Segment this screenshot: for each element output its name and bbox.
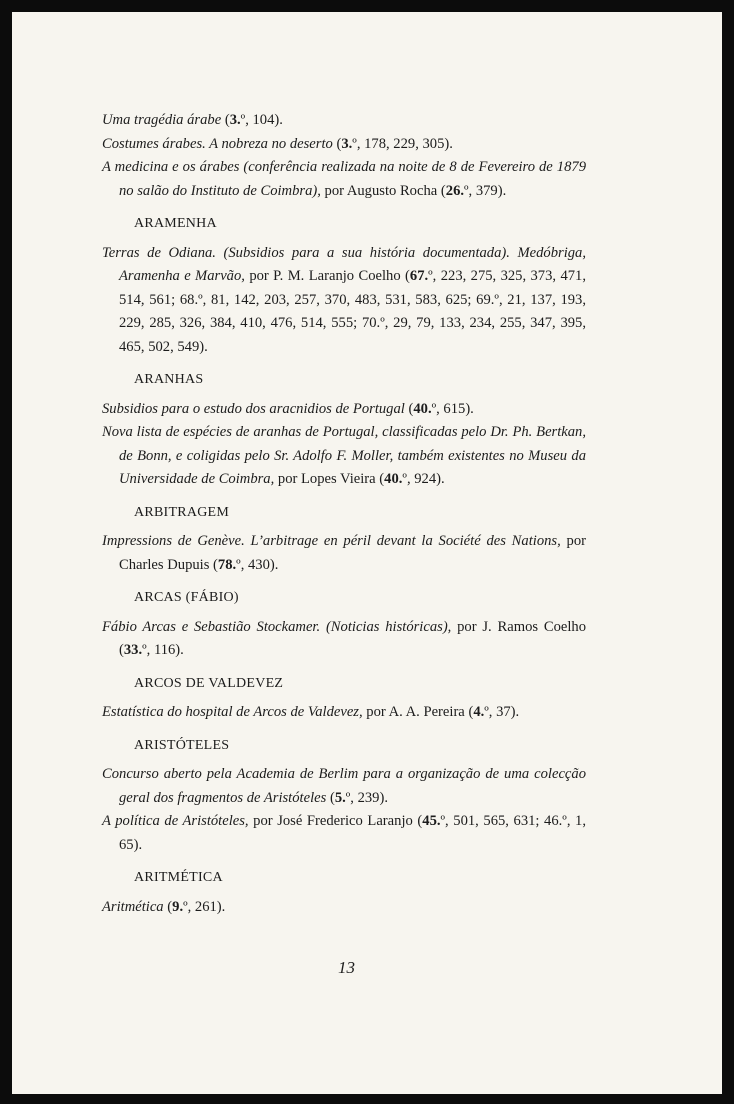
entry-title: Terras de Odiana. (Subsidios para a sua história documentada). Medóbriga, Aramenha e Marvão, [102, 244, 586, 284]
index-entry: Aritmética (9.º, 261). [102, 898, 226, 915]
volume-number: 33. [123, 642, 143, 658]
entry-title: Uma tragédia árabe [102, 112, 222, 128]
index-entry: Costumes árabes. A nobreza no deserto (3.º, 178, 229, 305). [102, 135, 453, 152]
entry-title: Concurso aberto pela Academia de Berlim para a organização de uma colecção geral dos fragmentos de Aristóteles [102, 766, 586, 806]
section-heading: ARBITRAGEM [134, 504, 230, 520]
section-heading: ARANHAS [134, 372, 204, 387]
section-heading: ARAMENHA [134, 216, 217, 231]
page-references: º, 104). [240, 112, 283, 128]
section-heading: ARISTÓTELES [134, 737, 230, 753]
entry-title: Impressions de Genève. L’arbitrage en péril devant la Société des Nations, [102, 533, 561, 549]
index-entry: Impressions de Genève. L’arbitrage en péril devant la Société des Nations, por Charles Dupuis (78.º, 430). [102, 533, 586, 573]
index-entry: Terras de Odiana. (Subsidios para a sua história documentada). Medóbriga, Aramenha e Marvão, por P. M. Laranjo Coelho (67.º, 223, 275, 325, 373, 471, 514, 561; 68.º, 81, 142, 203, 257, 370, 483, 531, 583, 625; 69.º, 21, 137, 193, 229, 285, 326, 384, 410, 476, 514, 555; 70.º, 29, 79, 133, 234, 255, 347, 395, 465, 502, 549). [102, 244, 586, 355]
entry-title: Nova lista de espécies de aranhas de Portugal, classificadas pelo Dr. Ph. Bertkan, de Bonn, e coligidas pelo Sr. Adolfo F. Moller, também existentes no Museu da Universidade de Coimbra, [102, 424, 586, 487]
index-entry-list [102, 109, 586, 919]
page-number: 13 [338, 958, 355, 977]
book-page [12, 12, 722, 1094]
entry-author: por P. M. Laranjo Coelho [244, 268, 406, 284]
page-references: º, 615). [431, 400, 474, 417]
entry-author: por Augusto Rocha [320, 182, 441, 199]
entry-title: Estatística do hospital de Arcos de Valdevez, [102, 704, 363, 720]
entry-title: Subsidios para o estudo dos aracnidios de Portugal [102, 400, 405, 417]
entry-title: A política de Aristóteles, [102, 813, 249, 829]
entry-author: por A. A. Pereira [362, 704, 469, 720]
volume-number: 40. [413, 400, 432, 417]
index-entry: A medicina e os árabes (conferência realizada na noite de 8 de Fevereiro de 1879 no salão do Instituto de Coimbra), por Augusto Rocha (26.º, 379). [102, 159, 586, 199]
entry-author: por Lopes Vieira [274, 471, 380, 487]
entry-author [405, 401, 409, 417]
entry-title: A medicina e os árabes (conferência realizada na noite de 8 de Fevereiro de 1879 no salão do Instituto de Coimbra), [102, 159, 586, 199]
entry-author [164, 899, 168, 915]
page-references: º, 379). [464, 182, 507, 199]
volume-number: 78. [217, 556, 237, 573]
entry-title: Costumes árabes. A nobreza no deserto [102, 135, 333, 152]
index-entry: Nova lista de espécies de aranhas de Portugal, classificadas pelo Dr. Ph. Bertkan, de Bonn, e coligidas pelo Sr. Adolfo F. Moller, também existentes no Museu da Universidade de Coimbra, por Lopes Vieira (40.º, 924). [102, 424, 586, 487]
entry-author [333, 136, 337, 152]
entry-author: por José Frederico Laranjo [248, 813, 418, 829]
index-entry: Subsidios para o estudo dos aracnidios de Portugal (40.º, 615). [102, 400, 474, 417]
entry-author [221, 112, 225, 128]
page-references: º, 924). [402, 471, 445, 487]
entry-author: por J. Ramos Coelho [451, 618, 586, 635]
page-references: º, 501, 565, 631; 46.º, 1, 65). [119, 813, 586, 853]
volume-number: 9. [172, 898, 184, 915]
page-references: º, 178, 229, 305). [352, 135, 453, 152]
index-entry: Uma tragédia árabe (3.º, 104). [102, 112, 283, 128]
page-references: º, 223, 275, 325, 373, 471, 514, 561; 68.º, 81, 142, 203, 257, 370, 483, 531, 583, 625; 69.º, 21, 137, 193, 229, 285, 326, 384, 410, 476, 514, 555; 70.º, 29, 79, 133, 234, 255, 347, 395, 465, 502, 549). [119, 268, 586, 355]
page-references: º, 37). [484, 704, 520, 720]
volume-number: 45. [422, 813, 441, 829]
section-heading: ARITMÉTICA [134, 870, 223, 885]
section-heading: ARCOS DE VALDEVEZ [134, 675, 284, 691]
page-references: º, 116). [142, 642, 184, 658]
page-references: º, 239). [345, 789, 388, 806]
volume-number: 67. [409, 268, 429, 284]
entry-title: Aritmética [102, 898, 164, 915]
entry-title: Fábio Arcas e Sebastião Stockamer. (Noticias históricas), [102, 618, 452, 635]
section-heading: ARCAS (FÁBIO) [134, 590, 239, 605]
volume-number: 3. [341, 135, 353, 152]
volume-number: 40. [384, 471, 403, 487]
volume-number: 3. [229, 112, 241, 128]
volume-number: 5. [334, 789, 346, 806]
entry-author: por Charles Dupuis [119, 533, 586, 573]
index-entry: Fábio Arcas e Sebastião Stockamer. (Noticias históricas), por J. Ramos Coelho (33.º, 116). [102, 618, 586, 658]
volume-number: 4. [473, 704, 485, 720]
page-references: º, 430). [236, 556, 279, 573]
page-references: º, 261). [183, 898, 226, 915]
entry-author [326, 790, 330, 806]
volume-number: 26. [445, 182, 465, 199]
index-entry: Estatística do hospital de Arcos de Valdevez, por A. A. Pereira (4.º, 37). [102, 704, 520, 720]
index-entry: A política de Aristóteles, por José Frederico Laranjo (45.º, 501, 565, 631; 46.º, 1, 65). [102, 813, 586, 853]
index-entry: Concurso aberto pela Academia de Berlim para a organização de uma colecção geral dos fragmentos de Aristóteles (5.º, 239). [102, 766, 586, 806]
